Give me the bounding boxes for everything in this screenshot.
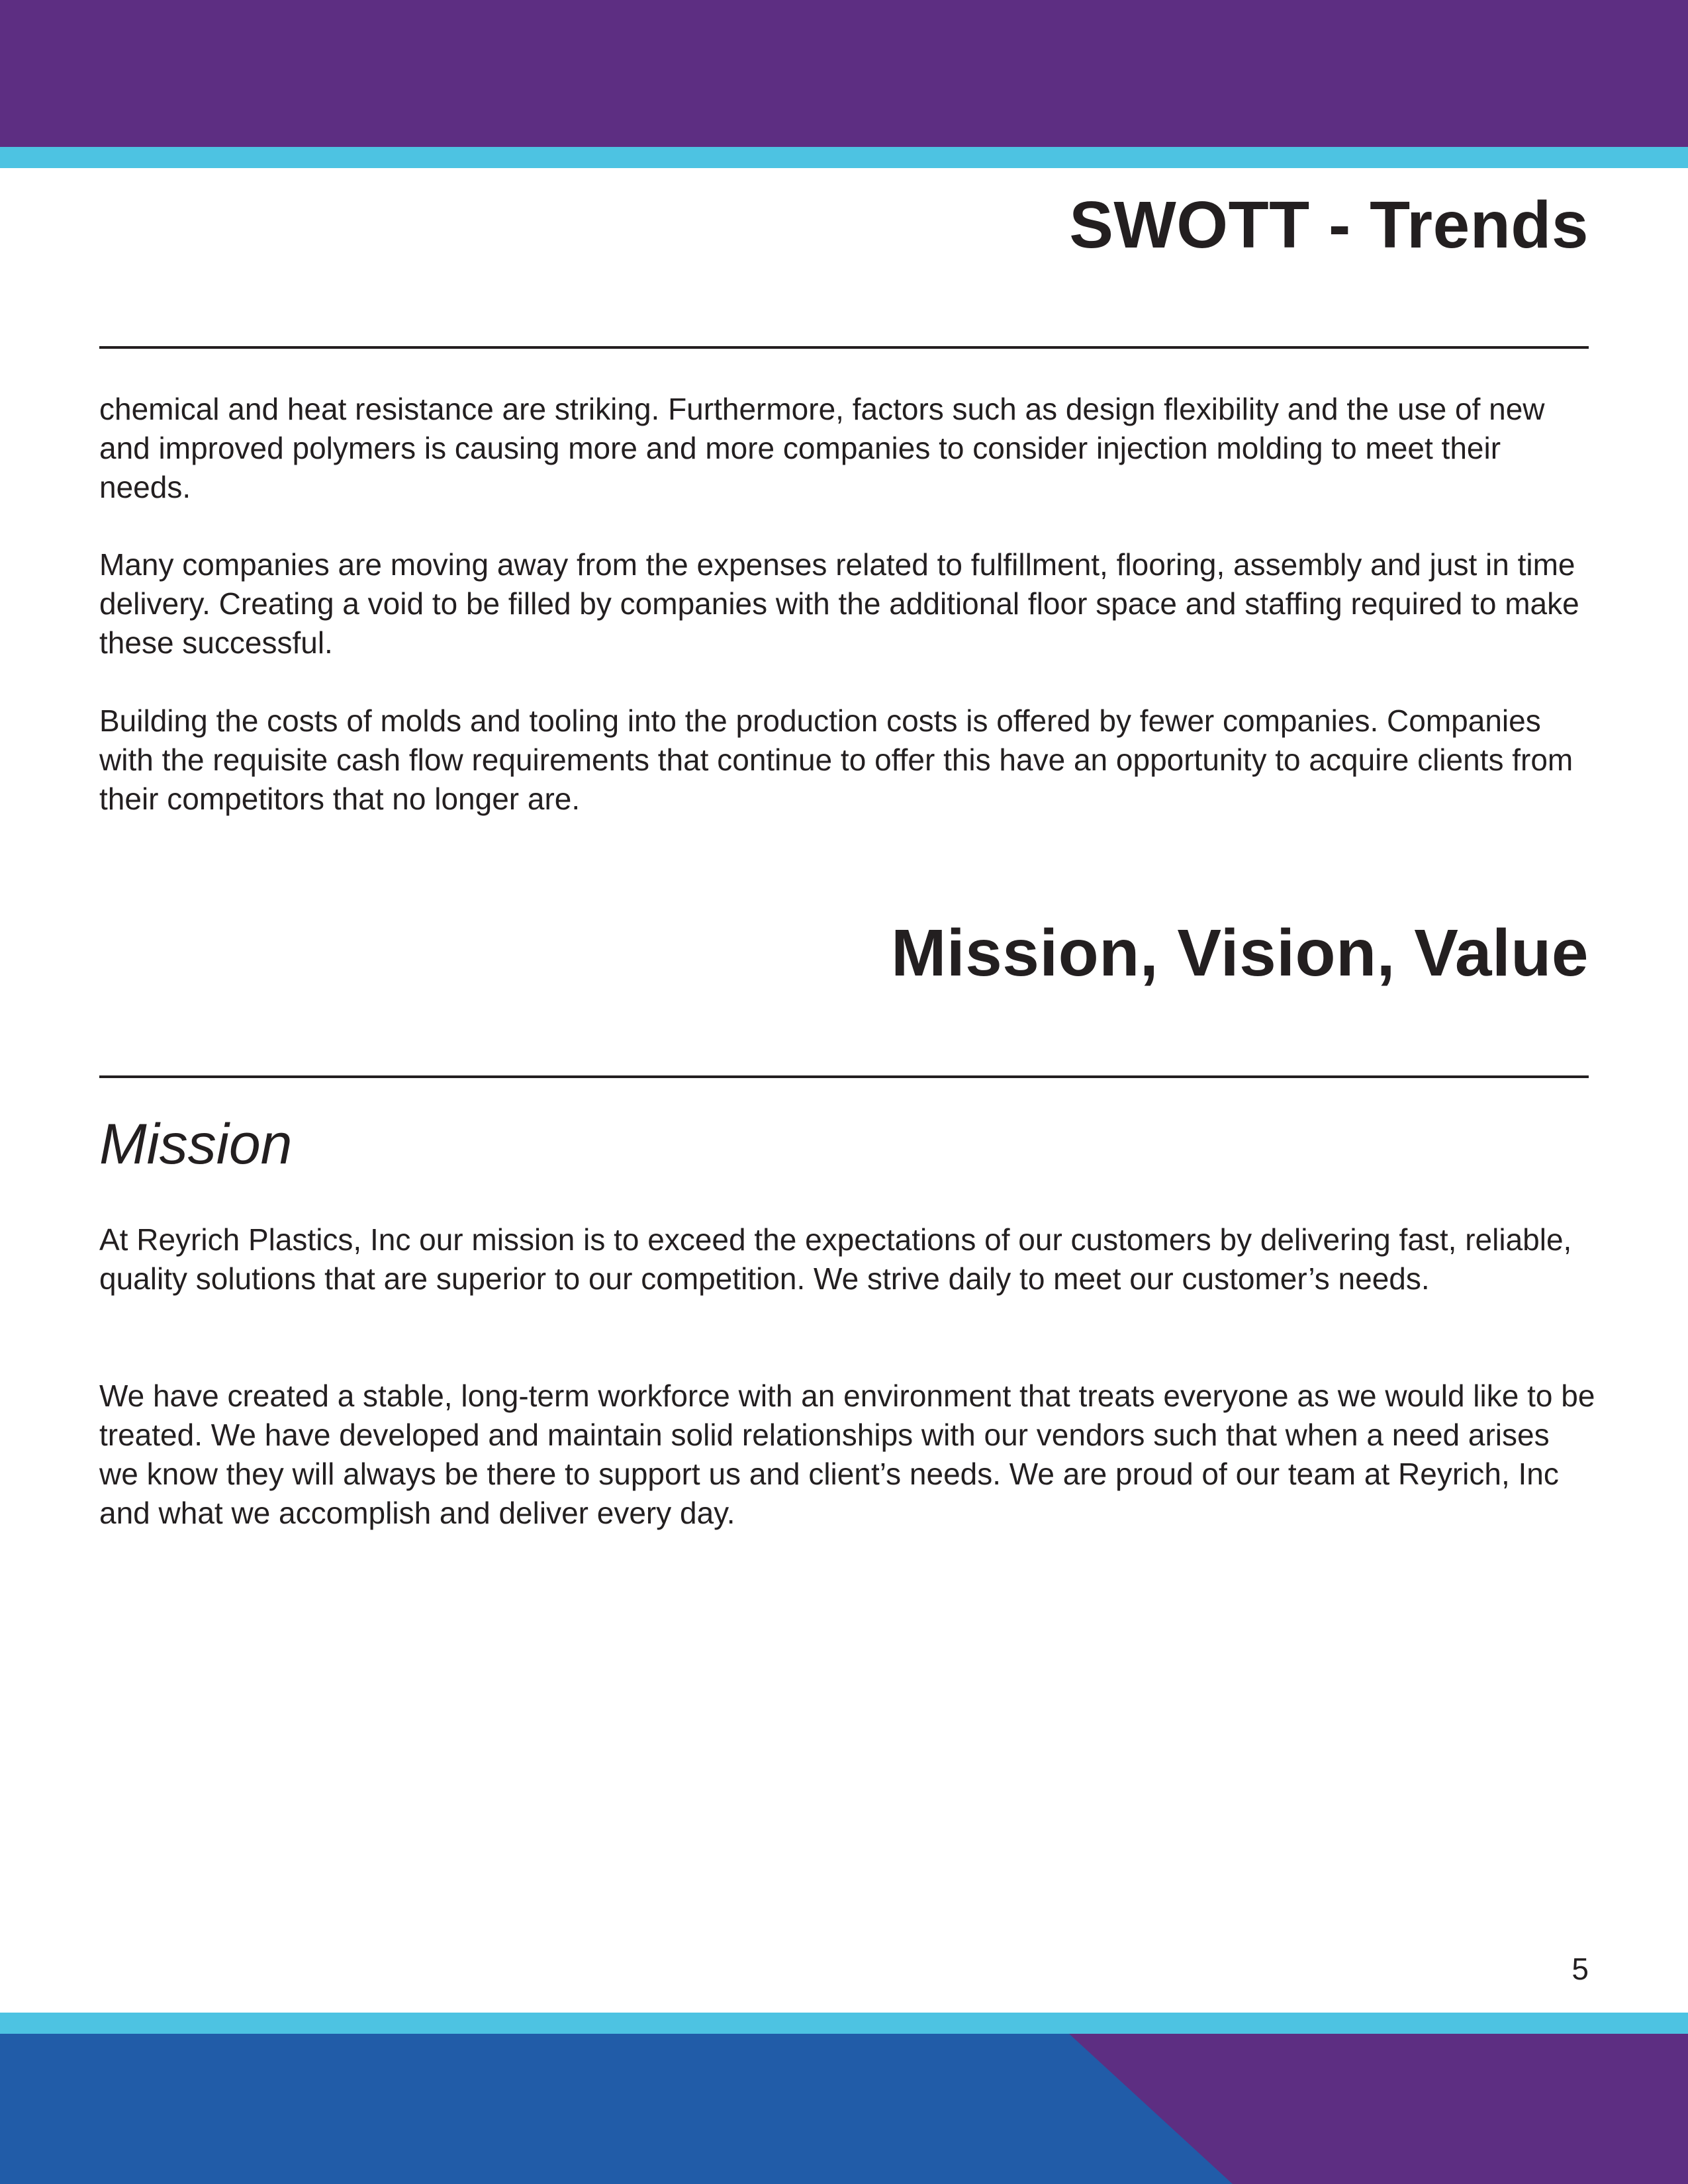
- swott-paragraph-3: Building the costs of molds and tooling into the production costs is offered by fewer companies. Companies with the requisite cash flow requirements that continue to offer this have an opportunity to acquire clients from their competitors that no longer are.: [99, 704, 1573, 816]
- section-divider: [99, 1075, 1589, 1078]
- footer-graphic: [0, 2034, 1688, 2184]
- mission-paragraph-1: At Reyrich Plastics, Inc our mission is to exceed the expectations of our customers by delivering fast, reliable, quality solutions that are superior to our competition. We strive daily to meet our customer’s needs.: [99, 1222, 1572, 1296]
- header-band: [0, 0, 1688, 147]
- footer-band: [0, 2034, 1688, 2184]
- swott-paragraph-1: chemical and heat resistance are striking. Furthermore, factors such as design flexibility and the use of new and improved polymers is causing more and more companies to consider injection molding to meet their needs.: [99, 392, 1545, 504]
- section-title-swott-trends: SWOTT - Trends: [1069, 188, 1589, 262]
- page-number: 5: [1571, 1952, 1589, 1986]
- section-title-mission-vision-value: Mission, Vision, Value: [891, 916, 1589, 990]
- mission-heading: Mission: [99, 1113, 293, 1176]
- footer-accent-stripe: [0, 2013, 1688, 2034]
- header-accent-stripe: [0, 147, 1688, 168]
- mission-paragraph-2: We have created a stable, long-term workforce with an environment that treats everyone as we would like to be treated. We have developed and maintain solid relationships with our vendors such that when a need arises we know they will always be there to support us and client’s needs. We are proud of our team at Reyrich, Inc and what we accomplish and deliver every day.: [99, 1379, 1595, 1530]
- swott-paragraph-2: Many companies are moving away from the expenses related to fulfillment, flooring, assembly and just in time delivery. Creating a void to be filled by companies with the additional floor space and staffing required to make these successful.: [99, 547, 1579, 660]
- section-divider: [99, 346, 1589, 349]
